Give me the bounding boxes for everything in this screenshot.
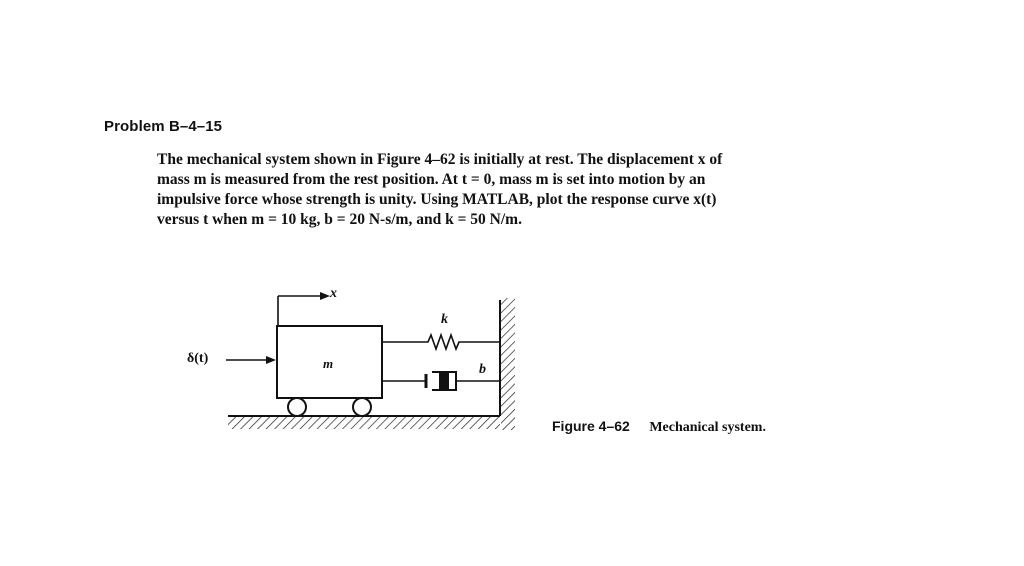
figure-caption-text: Mechanical system. <box>649 420 766 435</box>
spring-label: k <box>441 312 448 327</box>
damper-label: b <box>479 362 486 377</box>
input-label: δ(t) <box>187 351 209 366</box>
problem-line: versus t when m = 10 kg, b = 20 N-s/m, and k = 50 N/m. <box>157 211 522 228</box>
wall <box>500 298 515 430</box>
figure-caption <box>552 418 766 436</box>
wheel-right <box>353 398 371 416</box>
problem-line: impulsive force whose strength is unity. Using MATLAB, plot the response curve x(t) <box>157 191 717 208</box>
mechanical-system-figure <box>160 280 540 450</box>
problem-line: The mechanical system shown in Figure 4–62 is initially at rest. The displacement x of <box>157 151 723 168</box>
problem-heading: Problem B–4–15 <box>104 118 223 135</box>
spring <box>382 335 500 349</box>
problem-statement <box>157 150 917 230</box>
mass-label: m <box>323 356 334 371</box>
problem-line: mass m is measured from the rest position. At t = 0, mass m is set into motion by an <box>157 171 706 188</box>
ground <box>228 416 500 429</box>
wheel-left <box>288 398 306 416</box>
displacement-arrow <box>278 292 330 326</box>
input-force-arrow <box>226 356 276 364</box>
figure-number: Figure 4–62 <box>552 418 630 434</box>
displacement-label: x <box>330 286 337 301</box>
